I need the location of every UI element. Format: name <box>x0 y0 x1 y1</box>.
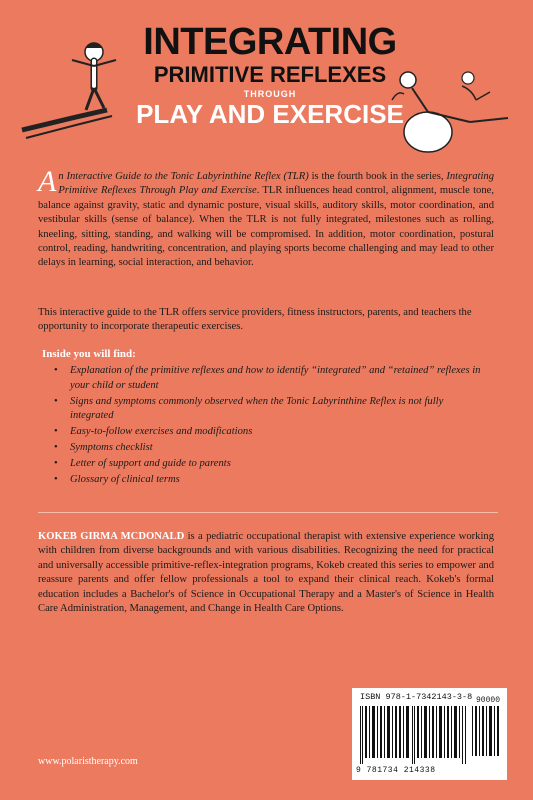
book-subtitle: n Interactive Guide to the Tonic Labyrinthine Reflex (TLR) <box>58 171 309 182</box>
intro-text-2: . TLR influences head control, alignment, muscle tone, balance against gravity, static and dynamic posture, visual skills, auditory skills, motor coordination, and vestibular skills (sense of balance). When the TLR is not fully integrated, milestones such as rolling, kneeling, sitting, standing, and walking will be compromised. In addition, motor coordination, postural control, reading, handwriting, concentration, and playing sports become challenging and may lead to other delays in learning, social interaction, and behavior. <box>38 185 494 269</box>
list-item <box>48 395 488 425</box>
bullet-glyph: • <box>54 426 58 438</box>
price-code: 90000 <box>476 696 501 705</box>
list-item <box>48 364 488 394</box>
list-item-text: Letter of support and guide to parents <box>70 457 231 469</box>
inside-list <box>48 364 488 488</box>
section-divider <box>38 512 498 513</box>
intro-text-1: is the fourth book in the series, <box>308 171 447 182</box>
guide-paragraph: This interactive guide to the TLR offers service providers, fitness instructors, parents, and teachers the opportunity to incorporate therapeutic exercises. <box>38 307 472 333</box>
author-name: KOKEB GIRMA MCDONALD <box>38 531 185 542</box>
list-item <box>48 425 488 440</box>
list-item-text: Glossary of clinical terms <box>70 473 180 485</box>
cover-title <box>120 22 420 128</box>
list-item-text: Easy-to-follow exercises and modifications <box>70 426 253 438</box>
list-item <box>48 457 488 472</box>
list-item-text: Symptoms checklist <box>70 441 153 453</box>
list-item-text: Signs and symptoms commonly observed when the Tonic Labyrinthine Reflex is not fully integrated <box>70 395 444 422</box>
child-balance-illustration <box>12 30 132 150</box>
website-link[interactable]: www.polaristherapy.com <box>38 756 138 767</box>
barcode-bars <box>360 706 468 764</box>
bullet-glyph: • <box>54 395 58 407</box>
title-line-2: PRIMITIVE REFLEXES <box>153 62 387 87</box>
barcode-addon-bars <box>472 706 500 756</box>
barcode <box>352 688 507 780</box>
series-name: Integrating Primitive Reflexes Through Play and Exercise <box>58 171 494 197</box>
intro-paragraph <box>38 165 494 271</box>
dropcap-letter: A <box>38 165 57 198</box>
title-line-1: INTEGRATING <box>143 21 397 63</box>
bullet-glyph: • <box>54 473 58 485</box>
bullet-glyph: • <box>54 457 58 469</box>
barcode-digits: 9 781734 214338 <box>356 766 436 775</box>
inside-heading: Inside you will find: <box>42 348 136 360</box>
title-line-3: THROUGH <box>243 89 297 99</box>
title-line-4: PLAY AND EXERCISE <box>136 99 404 129</box>
bullet-glyph: • <box>54 365 58 376</box>
author-bio <box>38 530 494 616</box>
bio-text: is a pediatric occupational therapist with extensive experience working with children from diverse backgrounds and with various disabilities. Recognizing the need for practical and universally accessible primitive-reflex-integration programs, Kokeb created this series to empower and reassure parents and offer fellow professionals a tool to expand their clinical reach. Kokeb's formal education includes a Bachelor's of Science in Occupational Therapy and a Master's of Science in Health Care Administration, Management, and Change in Health Care Options. <box>38 531 494 615</box>
list-item <box>48 473 488 488</box>
isbn-text: ISBN 978-1-7342143-3-8 <box>360 692 473 702</box>
list-item-text: Explanation of the primitive reflexes and how to identify “integrated” and “retained” reflexes in your child or student <box>70 365 481 391</box>
bullet-glyph: • <box>54 441 58 453</box>
list-item <box>48 441 488 456</box>
